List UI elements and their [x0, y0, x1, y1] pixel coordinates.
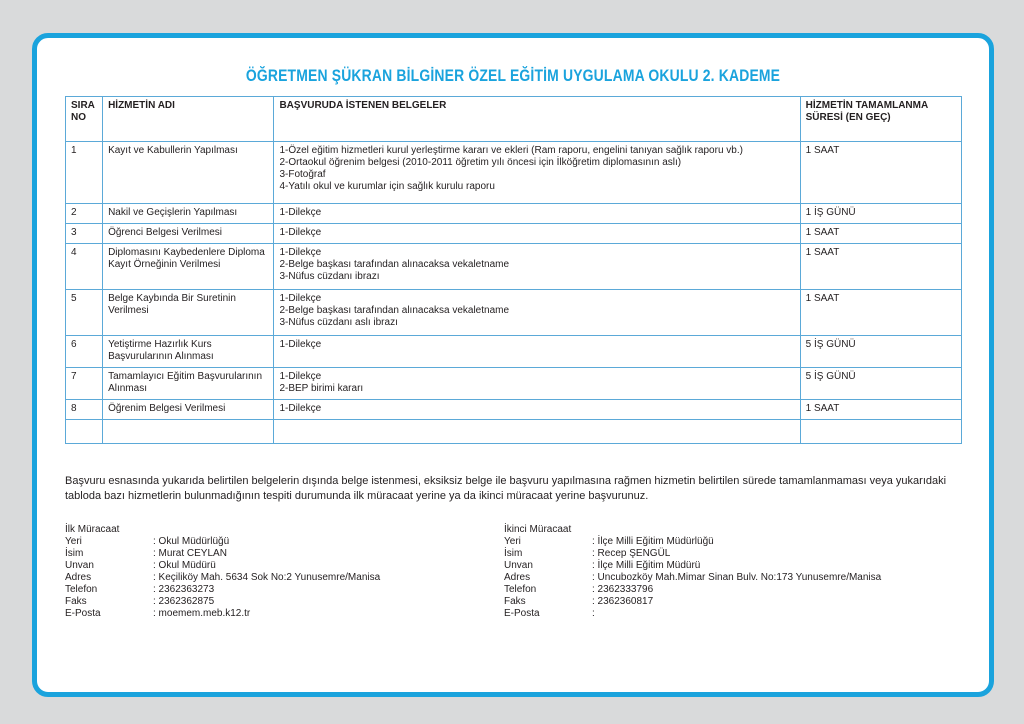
- first-contact-field: [65, 608, 380, 620]
- document-item: 2-Ortaokul öğrenim belgesi (2010-2011 öğretim yılı öncesi için İlköğretim diplomasının aslı): [279, 157, 682, 168]
- second-contact-field: [504, 560, 881, 572]
- row-completion-time: 1 İŞ GÜNÜ: [800, 204, 961, 224]
- table-row: [66, 142, 962, 204]
- row-completion-time: 5 İŞ GÜNÜ: [800, 368, 961, 400]
- document-item: 2-Belge başkası tarafından alınacaksa vekaletname: [279, 259, 510, 270]
- header-service-name: HİZMETİN ADI: [103, 97, 274, 142]
- first-contact-field: [65, 572, 380, 584]
- row-number: 4: [66, 244, 103, 290]
- field-value: : 2362362875: [153, 596, 215, 607]
- document-item: 2-Belge başkası tarafından alınacaksa vekaletname: [279, 305, 510, 316]
- field-label: Unvan: [65, 560, 94, 571]
- second-contact: [504, 524, 881, 620]
- document-item: 1-Dilekçe: [279, 339, 322, 350]
- field-value: : Murat CEYLAN: [153, 548, 227, 559]
- table-row: [66, 290, 962, 336]
- field-value: : moemem.meb.k12.tr: [153, 608, 251, 619]
- header-documents: BAŞVURUDA İSTENEN BELGELER: [274, 97, 800, 142]
- row-service-name: Kayıt ve Kabullerin Yapılması: [103, 142, 274, 204]
- document-item: 1-Dilekçe: [279, 207, 322, 218]
- row-number: 7: [66, 368, 103, 400]
- row-number: 1: [66, 142, 103, 204]
- field-label: Telefon: [65, 584, 98, 595]
- first-contact-field: [65, 560, 380, 572]
- second-contact-field: [504, 536, 881, 548]
- field-value: : 2362333796: [592, 584, 654, 595]
- field-label: Unvan: [504, 560, 533, 571]
- second-contact-field: [504, 584, 881, 596]
- row-documents: [274, 224, 800, 244]
- field-label: Yeri: [504, 536, 521, 547]
- row-documents: [274, 336, 800, 368]
- row-service-name: Öğrenci Belgesi Verilmesi: [103, 224, 274, 244]
- empty-cell: [103, 420, 274, 444]
- first-contact-field: [65, 584, 380, 596]
- row-service-name: Diplomasını Kaybedenlere Diploma Kayıt Örneğinin Verilmesi: [103, 244, 274, 290]
- field-value: : 2362360817: [592, 596, 654, 607]
- table-row: [66, 336, 962, 368]
- field-label: İsim: [504, 548, 523, 559]
- document-item: 3-Nüfus cüzdanı ibrazı: [279, 271, 380, 282]
- table-header-row: [66, 97, 962, 142]
- document-item: 3-Fotoğraf: [279, 169, 326, 180]
- field-value: : Uncubozköy Mah.Mimar Sinan Bulv. No:173 Yunusemre/Manisa: [592, 572, 882, 583]
- row-completion-time: 1 SAAT: [800, 290, 961, 336]
- table-row: [66, 224, 962, 244]
- document-item: 1-Dilekçe: [279, 247, 322, 258]
- row-number: 6: [66, 336, 103, 368]
- document-frame: [32, 33, 994, 697]
- document-item: 4-Yatılı okul ve kurumlar için sağlık kurulu raporu: [279, 181, 495, 192]
- field-value: : İlçe Milli Eğitim Müdürü: [592, 560, 701, 571]
- table-row: [66, 204, 962, 224]
- row-service-name: Öğrenim Belgesi Verilmesi: [103, 400, 274, 420]
- field-value: : Okul Müdürü: [153, 560, 216, 571]
- table-row: [66, 368, 962, 400]
- field-label: E-Posta: [504, 608, 540, 619]
- row-documents: [274, 142, 800, 204]
- row-documents: [274, 368, 800, 400]
- row-documents: [274, 400, 800, 420]
- field-label: Faks: [504, 596, 526, 607]
- document-item: 2-BEP birimi kararı: [279, 383, 364, 394]
- row-completion-time: 1 SAAT: [800, 244, 961, 290]
- field-label: İsim: [65, 548, 84, 559]
- document-item: 1-Dilekçe: [279, 403, 322, 414]
- second-contact-field: [504, 596, 881, 608]
- second-contact-heading: İkinci Müracaat: [504, 524, 572, 535]
- second-contact-field: [504, 608, 881, 620]
- document-item: 1-Dilekçe: [279, 371, 322, 382]
- first-contact: [65, 524, 380, 620]
- field-label: Yeri: [65, 536, 82, 547]
- empty-cell: [66, 420, 103, 444]
- document-item: 3-Nüfus cüzdanı aslı ibrazı: [279, 317, 398, 328]
- empty-row: [66, 420, 962, 444]
- row-number: 3: [66, 224, 103, 244]
- header-no: SIRA NO: [66, 97, 103, 142]
- table-row: [66, 400, 962, 420]
- row-number: 2: [66, 204, 103, 224]
- first-contact-heading: İlk Müracaat: [65, 524, 120, 535]
- first-contact-field: [65, 536, 380, 548]
- page-title: ÖĞRETMEN ŞÜKRAN BİLGİNER ÖZEL EĞİTİM UYGULAMA OKULU 2. KADEME: [245, 66, 781, 85]
- row-completion-time: 1 SAAT: [800, 142, 961, 204]
- field-label: Faks: [65, 596, 87, 607]
- first-contact-field: [65, 548, 380, 560]
- row-number: 8: [66, 400, 103, 420]
- header-completion-time: HİZMETİN TAMAMLANMA SÜRESİ (EN GEÇ): [800, 97, 961, 142]
- field-value: : 2362363273: [153, 584, 215, 595]
- document-item: 1-Dilekçe: [279, 293, 322, 304]
- table-row: [66, 244, 962, 290]
- row-completion-time: 1 SAAT: [800, 224, 961, 244]
- row-documents: [274, 204, 800, 224]
- field-label: Adres: [504, 572, 531, 583]
- row-number: 5: [66, 290, 103, 336]
- field-label: Adres: [65, 572, 92, 583]
- field-value: :: [592, 608, 595, 619]
- document-item: 1-Dilekçe: [279, 227, 322, 238]
- second-contact-field: [504, 548, 881, 560]
- row-documents: [274, 290, 800, 336]
- empty-cell: [800, 420, 961, 444]
- row-completion-time: 1 SAAT: [800, 400, 961, 420]
- empty-cell: [274, 420, 800, 444]
- row-completion-time: 5 İŞ GÜNÜ: [800, 336, 961, 368]
- second-contact-field: [504, 572, 881, 584]
- first-contact-field: [65, 596, 380, 608]
- field-value: : Okul Müdürlüğü: [153, 536, 230, 547]
- field-label: E-Posta: [65, 608, 101, 619]
- field-value: : İlçe Milli Eğitim Müdürlüğü: [592, 536, 714, 547]
- row-service-name: Nakil ve Geçişlerin Yapılması: [103, 204, 274, 224]
- row-service-name: Belge Kaybında Bir Suretinin Verilmesi: [103, 290, 274, 336]
- field-label: Telefon: [504, 584, 537, 595]
- document-item: 1-Özel eğitim hizmetleri kurul yerleştirme kararı ve ekleri (Ram raporu, engelini tanıyan sağlık raporu vb.): [279, 145, 743, 156]
- services-table: [65, 96, 962, 444]
- row-service-name: Yetiştirme Hazırlık Kurs Başvurularının Alınması: [103, 336, 274, 368]
- row-documents: [274, 244, 800, 290]
- field-value: : Recep ŞENGÜL: [592, 548, 671, 559]
- row-service-name: Tamamlayıcı Eğitim Başvurularının Alınması: [103, 368, 274, 400]
- field-value: : Keçiliköy Mah. 5634 Sok No:2 Yunusemre/Manisa: [153, 572, 381, 583]
- notice-text: Başvuru esnasında yukarıda belirtilen belgelerin dışında belge istenmesi, eksiksiz belge ile başvuru yapılmasına rağmen hizmetin belirtilen sürede tamamlanmaması veya yukarıdaki tabloda bazı hizmetlerin bulunmadığının tespiti durumunda ilk müracaat yerine ya da ikinci müracaat yerine başvurunuz.: [65, 475, 947, 502]
